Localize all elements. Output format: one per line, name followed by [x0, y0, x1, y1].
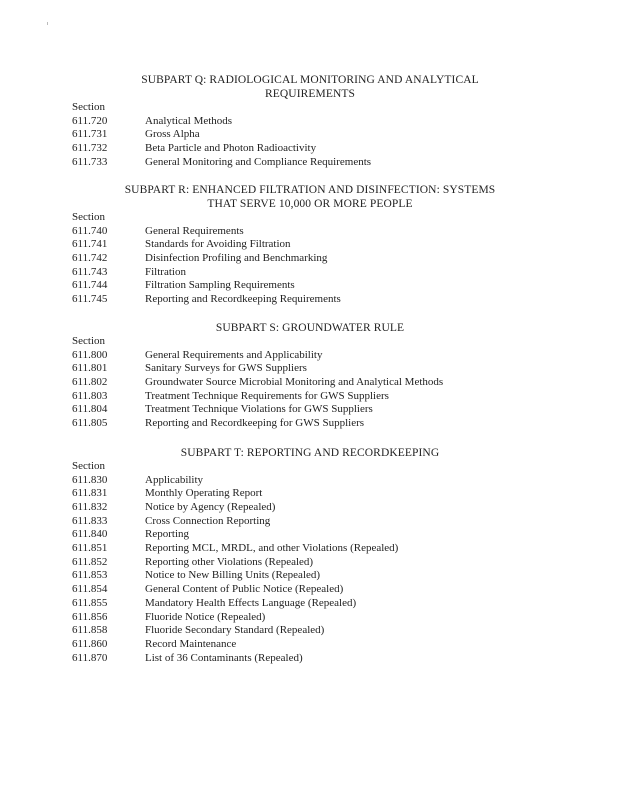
section-row [60, 515, 560, 529]
section-number: 611.858 [72, 624, 108, 637]
section-title: Reporting and Recordkeeping for GWS Suppliers [145, 417, 365, 430]
section-row [60, 142, 560, 156]
section-title: Record Maintenance [145, 637, 237, 650]
section-title: Mandatory Health Effects Language (Repealed) [145, 596, 357, 609]
section-row [60, 652, 560, 666]
subpart-title-line: SUBPART T: REPORTING AND RECORDKEEPING [180, 447, 440, 459]
section-row [60, 266, 560, 280]
section-title: Applicability [145, 473, 204, 486]
section-number: 611.832 [72, 500, 108, 513]
section-title: Reporting and Recordkeeping Requirements [145, 293, 341, 306]
subpart-title [60, 183, 560, 211]
section-title: Cross Connection Reporting [145, 514, 271, 527]
section-title: Fluoride Secondary Standard (Repealed) [145, 624, 325, 637]
section-number: 611.860 [72, 637, 108, 650]
section-label: Section [72, 101, 105, 113]
section-title: General Requirements and Applicability [145, 348, 323, 361]
section-row [60, 362, 560, 376]
section-title: List of 36 Contaminants (Repealed) [145, 651, 303, 664]
subpart-title-line: THAT SERVE 10,000 OR MORE PEOPLE [207, 198, 413, 210]
subpart-q [60, 73, 560, 169]
section-number: 611.744 [72, 279, 108, 292]
section-number: 611.802 [72, 375, 108, 388]
section-number: 611.870 [72, 651, 108, 664]
section-number: 611.720 [72, 114, 108, 127]
section-number: 611.745 [72, 293, 108, 306]
section-row [60, 624, 560, 638]
section-number: 611.830 [72, 473, 108, 486]
section-title: Beta Particle and Photon Radioactivity [145, 141, 317, 154]
section-title: Sanitary Surveys for GWS Suppliers [145, 362, 307, 375]
section-title: Fluoride Notice (Repealed) [145, 610, 266, 623]
section-row [60, 390, 560, 404]
section-title: Monthly Operating Report [145, 487, 263, 500]
section-row [60, 349, 560, 363]
section-row [60, 597, 560, 611]
section-list [60, 349, 560, 431]
section-title: Gross Alpha [145, 128, 200, 141]
section-title: Treatment Technique Requirements for GWS Suppliers [145, 389, 389, 402]
section-label: Section [72, 460, 105, 472]
subpart-t [60, 446, 560, 665]
section-number: 611.854 [72, 583, 108, 596]
section-title: Treatment Technique Violations for GWS Suppliers [145, 403, 373, 416]
section-title: Disinfection Profiling and Benchmarking [145, 251, 328, 264]
section-number: 611.731 [72, 128, 108, 141]
section-number: 611.805 [72, 417, 108, 430]
subpart-title-line: SUBPART S: GROUNDWATER RULE [215, 322, 405, 334]
subpart-title-line: SUBPART Q: RADIOLOGICAL MONITORING AND ANALYTICAL [141, 74, 479, 86]
section-number: 611.740 [72, 224, 108, 237]
section-list [60, 225, 560, 307]
section-number: 611.733 [72, 155, 108, 168]
section-number: 611.851 [72, 542, 108, 555]
section-row [60, 238, 560, 252]
section-number: 611.741 [72, 238, 108, 251]
section-number: 611.855 [72, 596, 108, 609]
section-list [60, 115, 560, 170]
section-label: Section [72, 211, 105, 223]
section-row [60, 376, 560, 390]
section-row [60, 611, 560, 625]
section-title: General Requirements [145, 224, 244, 237]
subpart-title [60, 446, 560, 460]
section-title: General Monitoring and Compliance Requirements [145, 155, 372, 168]
section-number: 611.800 [72, 348, 108, 361]
section-title: Reporting MCL, MRDL, and other Violations (Repealed) [145, 542, 399, 555]
section-title: Filtration Sampling Requirements [145, 279, 295, 292]
section-row [60, 638, 560, 652]
section-row [60, 115, 560, 129]
subpart-title [60, 321, 560, 335]
section-number: 611.853 [72, 569, 108, 582]
section-number: 611.856 [72, 610, 108, 623]
section-row [60, 556, 560, 570]
subpart-title [60, 73, 560, 101]
section-number: 611.732 [72, 141, 108, 154]
section-row [60, 417, 560, 431]
section-row [60, 487, 560, 501]
section-label: Section [72, 335, 105, 347]
section-row [60, 128, 560, 142]
section-number: 611.743 [72, 265, 108, 278]
section-title: Groundwater Source Microbial Monitoring and Analytical Methods [145, 375, 444, 388]
section-row [60, 225, 560, 239]
subpart-title-line: REQUIREMENTS [264, 88, 355, 100]
section-number: 611.840 [72, 528, 108, 541]
section-row [60, 403, 560, 417]
subpart-s [60, 321, 560, 431]
section-row [60, 501, 560, 515]
scan-speck [47, 22, 48, 25]
section-number: 611.852 [72, 555, 108, 568]
section-title: Reporting [145, 528, 189, 541]
section-title: General Content of Public Notice (Repealed) [145, 583, 344, 596]
section-number: 611.803 [72, 389, 108, 402]
section-title: Filtration [145, 265, 186, 278]
subpart-title-line: SUBPART R: ENHANCED FILTRATION AND DISINFECTION: SYSTEMS [124, 184, 496, 196]
section-number: 611.831 [72, 487, 108, 500]
section-number: 611.804 [72, 403, 108, 416]
section-row [60, 569, 560, 583]
section-title: Analytical Methods [145, 114, 233, 127]
section-row [60, 156, 560, 170]
section-number: 611.742 [72, 251, 108, 264]
section-row [60, 528, 560, 542]
section-list [60, 474, 560, 666]
section-number: 611.833 [72, 514, 108, 527]
section-row [60, 293, 560, 307]
section-title: Notice to New Billing Units (Repealed) [145, 569, 321, 582]
section-title: Notice by Agency (Repealed) [145, 500, 276, 513]
subpart-r [60, 183, 560, 307]
section-row [60, 252, 560, 266]
section-row [60, 279, 560, 293]
section-title: Reporting other Violations (Repealed) [145, 555, 314, 568]
section-number: 611.801 [72, 362, 108, 375]
section-row [60, 474, 560, 488]
section-title: Standards for Avoiding Filtration [145, 238, 291, 251]
section-row [60, 583, 560, 597]
section-row [60, 542, 560, 556]
